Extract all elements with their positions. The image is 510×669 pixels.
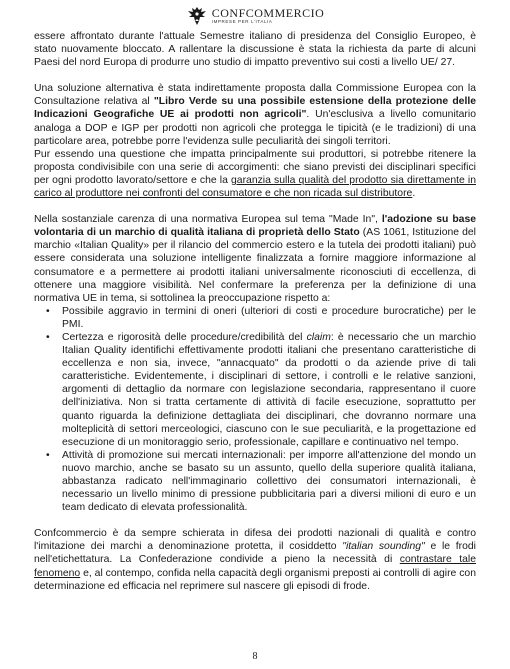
confcommercio-logo <box>186 5 325 27</box>
bold-italian-quality-mark: l'adozione su base volontaria di un marchio di qualità italiana di proprietà dello Stato <box>34 214 476 239</box>
page-header <box>0 3 510 29</box>
list-item: • Possibile aggravio in termini di oneri (ulteriori di costi e procedure burocratiche) per le PMI. <box>62 305 476 331</box>
underlined-guarantee: garanzia sulla qualità del prodotto sia direttamente in carico al produttore nei confronti del consumatore e che non ricada sul distributore <box>34 174 476 200</box>
paragraph-semestre: essere affrontato durante l'attuale Semestre italiano di presidenza del Consiglio Europeo, è stato nuovamente bloccato. A rallentare la discussione è stata la richiesta da parte di alcuni Paesi del nord Europa di produrre uno studio di impatto preventivo sui costi a livello UE/ 27. <box>34 31 476 69</box>
list-item: • Attività di promozione sui mercati internazionali: per imporre all'attenzione del mondo un nuovo marchio, anche se basato su un assunto, quello della superiore qualità italiana, abbastanza radicato nell'immaginario collettivo dei consumatori internazionali, è necessario un livello minimo di pressione pubblicitaria pari a diversi milioni di euro e un team dedicato di elevata professionalità. <box>62 449 476 514</box>
brand-name: CONFCOMMERCIO <box>211 6 325 21</box>
list-item: • Certezza e rigorosità delle procedure/credibilità del claim: è necessario che un marchio Italian Quality identifichi effettivamente prodotti italiani che presentano caratteristiche di eccellenza e non sia, invece, "annacquato" da prodotti o da aziende prive di tali caratteristiche. Evidentemente, i disciplinari di settore, i controlli e le relative sanzioni, argomenti di dettaglio da normare con legislazione secondaria, rappresentano il cuore dell'iniziativa. Non si tratta certamente di attività di facile esecuzione, soprattutto per quanto riguarda la definizione dettagliata dei disciplinari, che dovranno normare una molteplicità di settori merceologici, ciascuno con le sue peculiarità, e la progettazione ed esecuzione di un monitoraggio serio, professionale, capillare e continuativo nel tempo. <box>62 331 476 449</box>
paragraph-confcommercio: Confcommercio è da sempre schierata in difesa dei prodotti nazionali di qualità e contro l'imitazione dei marchi a denominazione protetta, il cosiddetto "italian sounding" e le frodi nell'etichettatura. La Confederazione condivide a pieno la necessità di contrastare tale fenomeno e, al contempo, confida nella capacità degli organismi preposti ai controlli di agire con determinazione ed efficacia nel reprimere sul nascere gli episodi di frode. <box>34 528 476 592</box>
document-body <box>34 30 476 606</box>
paragraph-made-in: Nella sostanziale carenza di una normativa Europea sul tema "Made In", l'adozione su base volontaria di un marchio di qualità italiana di proprietà dello Stato (AS 1061, Istituzione del marchio «Italian Quality» per il rilancio del commercio estero e la tutela dei prodotti italiani) può essere considerata una soluzione intelligente finalizzata a fornire maggiore informazione al consumatore e a permettere ai prodotti italiani universalmente riconosciuti di eccellenza, di ottenere una maggiore visibilità. Nel confermare la preferenza per la definizione di una normativa UE in tema, si sottolinea la preoccupazione rispetto a: <box>34 214 476 304</box>
libro-verde-title: "Libro Verde su una possibile estensione della protezione delle Indicazioni Geografiche UE ai prodotti non agricoli" <box>34 96 476 121</box>
paragraph-produttori: Pur essendo una questione che impatta principalmente sui produttori, si potrebbe ritenere la proposta condivisibile con una serie di accorgimenti: che siano previsti dei disciplinari specifici per ogni prodotto lavorato/settore e che la garanzia sulla qualità del prodotto sia direttamente in carico al produttore nei confronti del consumatore e che non ricada sul distributore. <box>34 148 476 200</box>
concerns-list <box>34 305 476 515</box>
brand-tagline: IMPRESE PER L'ITALIA <box>211 19 273 25</box>
paragraph-libro-verde: Una soluzione alternativa è stata indirettamente proposta dalla Commissione Europea con la Consultazione relativa al "Libro Verde su una possibile estensione della protezione delle Indicazioni Geografiche UE ai prodotti non agricoli". Un'esclusiva a livello comunitario analoga a DOP e IGP per prodotti non agricoli che protegga le tipicità (e le tradizioni) di una particolare area, potrebbe porre l'evidenza sulle peculiarità dei singoli territori. <box>34 83 476 147</box>
underlined-contrast: contrastare tale fenomeno <box>34 554 476 579</box>
eagle-emblem-icon <box>186 5 208 27</box>
italian-sounding-term: "italian sounding" <box>342 541 425 553</box>
page-number: 8 <box>252 651 258 662</box>
